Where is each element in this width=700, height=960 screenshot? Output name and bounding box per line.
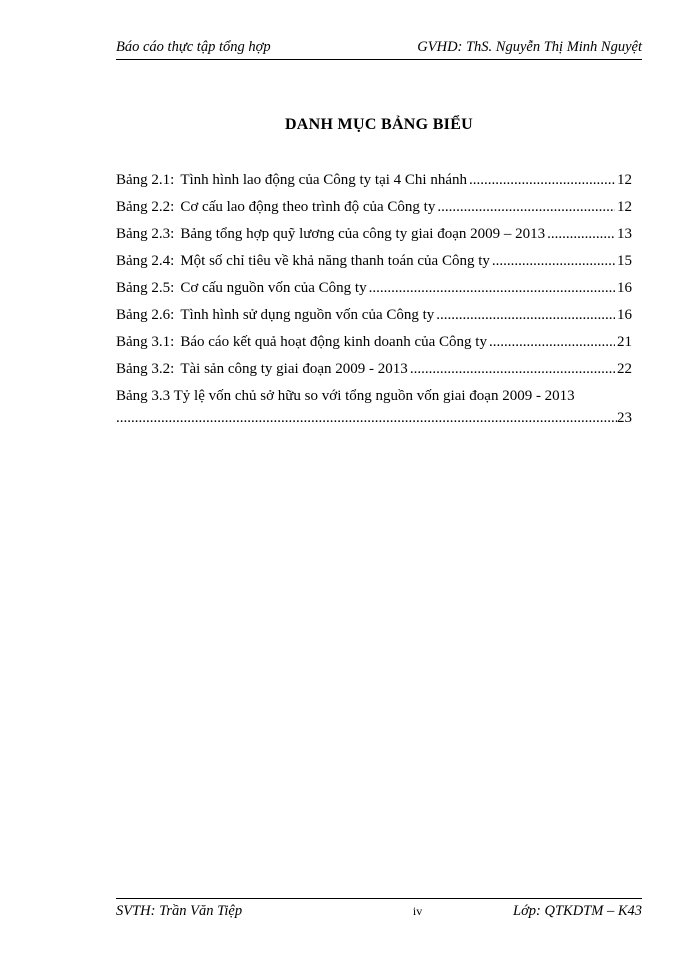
entry-text: Báo cáo kết quả hoạt động kinh doanh của Công ty bbox=[180, 334, 487, 350]
dot-leader bbox=[116, 408, 617, 428]
page-header bbox=[116, 38, 642, 60]
toc-entry[interactable] bbox=[116, 332, 632, 359]
entry-text: Tài sản công ty giai đoạn 2009 - 2013 bbox=[180, 361, 408, 377]
entry-text: Bảng tổng hợp quỹ lương của công ty giai đoạn 2009 – 2013 bbox=[180, 226, 546, 242]
table-list bbox=[116, 170, 632, 430]
dot-leader bbox=[436, 305, 615, 325]
entry-label: Bảng 2.3: bbox=[116, 226, 175, 242]
dot-leader bbox=[489, 332, 615, 352]
toc-entry-wrapped[interactable] bbox=[116, 386, 632, 430]
dot-leader bbox=[437, 197, 615, 217]
footer-student: SVTH: Trần Văn Tiệp bbox=[116, 903, 243, 919]
toc-entry[interactable] bbox=[116, 305, 632, 332]
entry-label: Bảng 2.6: bbox=[116, 307, 175, 323]
dot-leader bbox=[369, 278, 615, 298]
entry-page: 16 bbox=[617, 307, 632, 323]
dot-leader bbox=[410, 359, 615, 379]
entry-label: Bảng 3.2: bbox=[116, 361, 175, 377]
entry-text: Bảng 3.3 Tỷ lệ vốn chủ sở hữu so với tổng nguồn vốn giai đoạn 2009 - 2013 bbox=[116, 388, 575, 404]
entry-page: 12 bbox=[617, 199, 632, 215]
dot-leader bbox=[492, 251, 615, 271]
entry-text: Cơ cấu nguồn vốn của Công ty bbox=[180, 280, 367, 296]
toc-entry[interactable] bbox=[116, 278, 632, 305]
toc-entry[interactable] bbox=[116, 224, 632, 251]
toc-entry[interactable] bbox=[116, 170, 632, 197]
entry-label: Bảng 2.5: bbox=[116, 280, 175, 296]
entry-label: Bảng 3.1: bbox=[116, 334, 175, 350]
page-footer bbox=[116, 898, 642, 920]
toc-entry[interactable] bbox=[116, 197, 632, 224]
entry-label: Bảng 2.1: bbox=[116, 172, 175, 188]
entry-page: 21 bbox=[617, 334, 632, 350]
entry-text: Tình hình sử dụng nguồn vốn của Công ty bbox=[180, 307, 435, 323]
page-title: DANH MỤC BẢNG BIỂU bbox=[284, 116, 474, 133]
toc-entry[interactable] bbox=[116, 359, 632, 386]
footer-class: Lớp: QTKDTM – K43 bbox=[513, 903, 642, 919]
header-report-title: Báo cáo thực tập tổng hợp bbox=[116, 39, 271, 55]
toc-entry[interactable] bbox=[116, 251, 632, 278]
entry-page: 15 bbox=[617, 253, 632, 269]
entry-text: Một số chỉ tiêu về khả năng thanh toán của Công ty bbox=[180, 253, 490, 269]
dot-leader bbox=[547, 224, 615, 244]
entry-label: Bảng 2.4: bbox=[116, 253, 175, 269]
entry-page: 13 bbox=[617, 226, 632, 242]
entry-text: Cơ cấu lao động theo trình độ của Công ty bbox=[180, 199, 436, 215]
entry-text: Tình hình lao động của Công ty tại 4 Chi nhánh bbox=[180, 172, 467, 188]
entry-page: 22 bbox=[617, 361, 632, 377]
entry-page: 12 bbox=[617, 172, 632, 188]
entry-page: 23 bbox=[617, 410, 632, 426]
entry-page: 16 bbox=[617, 280, 632, 296]
footer-page-number: iv bbox=[412, 904, 423, 918]
header-supervisor: GVHD: ThS. Nguyễn Thị Minh Nguyệt bbox=[417, 39, 642, 55]
entry-label: Bảng 2.2: bbox=[116, 199, 175, 215]
dot-leader bbox=[469, 170, 615, 190]
